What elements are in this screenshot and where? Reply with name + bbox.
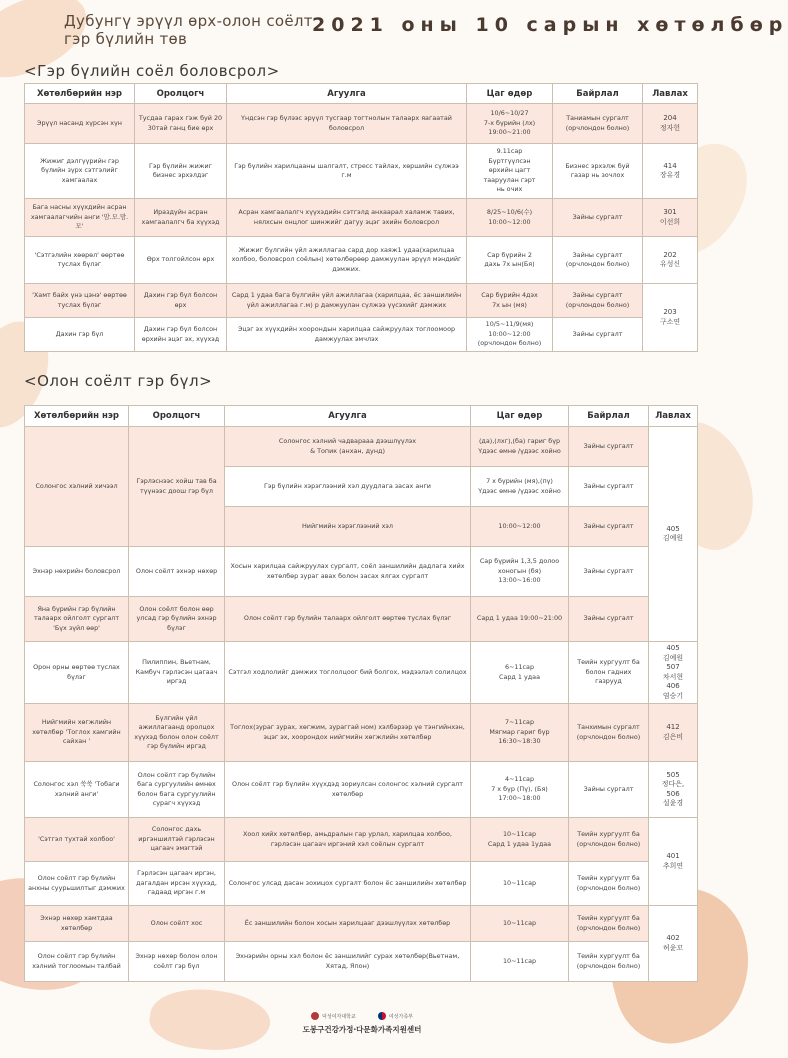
column-header: Оролцогч	[135, 84, 227, 104]
month-title: 2021 оны 10 сарын хөтөлбөр	[312, 14, 788, 36]
table-row	[25, 704, 698, 762]
participant: Эхнэр нөхөр болон олон соёлт гэр бүл	[129, 942, 225, 982]
table-row	[25, 199, 698, 237]
content: Эхнэрийн орны хэл болон ёс заншилийг сурах хөтөлбөр(Вьетнам, Хятад, Япон)	[225, 942, 471, 982]
table-row	[25, 318, 698, 352]
section-multicultural-title: <Олон соёлт гэр бүл>	[24, 372, 213, 390]
content: Ёс заншилийн болон хосын харилцааг дээшлүүлэх хөтөлбөр	[225, 906, 471, 942]
participant: Тусдаа гарах гэж буй 20 30тай ганц бие өрх	[135, 104, 227, 144]
program-name: Солонгос хэл 쑥쑥 'Тобаги хэлний анги'	[25, 762, 129, 818]
participant: Пилиппин, Вьетнам, Камбуч гэрлэсэн цагаач иргэд	[129, 642, 225, 704]
location: Теийн хургуулт ба болон гадних газрууд	[569, 642, 649, 704]
content: Сард 1 удаа бага бүлгийн үйл ажиллагаа (харилцаа, ёс заншилийн үйл ажиллагаа г.м) р дамжуулан сүлжээ үүсэхийг дэмжих	[227, 284, 467, 318]
program-name: Нийгмийн хөгжлийн хөтөлбөр 'Тоглох хамгийн сайхан '	[25, 704, 129, 762]
table-row	[25, 906, 698, 942]
program-name: 'Сэтгэл тухтай холбоо'	[25, 818, 129, 862]
table-row	[25, 642, 698, 704]
location: Зайны сургалт	[569, 467, 649, 507]
location: Зайны сургалт	[553, 199, 643, 237]
contact-room: 414 장유경	[643, 144, 698, 199]
program-name: Орон орны өөртөө туслах бүлэг	[25, 642, 129, 704]
center-title	[64, 12, 313, 48]
participant: Гэр бүлийн жижиг бизнес эрхэлдэг	[135, 144, 227, 199]
location: Теийн хургуулт ба (орчлондон болно)	[569, 942, 649, 982]
ministry-logo-label: 여성가족부	[388, 1013, 413, 1020]
schedule: 10/6~10/27 7-х бүрийн (лх) 19:00~21:00	[467, 104, 553, 144]
content: Хоол хийх хөтөлбөр, амьдралын гар урлал, харилцаа холбоо, гэрлэсэн цагаач иргэний хэл соёлын сургалт	[225, 818, 471, 862]
contact-room: 301 이선희	[643, 199, 698, 237]
content: Олон соёлт гэр бүлийн хүүхдэд зориулсан солонгос хэлний сургалт хөтөлбөр	[225, 762, 471, 818]
content: Үндсэн гэр бүлээс эрүүл тусгаар тогтнолын талаарх яагаатай боловсрол	[227, 104, 467, 144]
program-name: Эрүүл насанд хүрсэн хүн	[25, 104, 135, 144]
schedule: 10~11сар	[471, 906, 569, 942]
support-center-name: 도봉구건강가정·다문화가족지원센터	[302, 1025, 422, 1034]
table-row	[25, 237, 698, 284]
program-name: 'Сэтгэлийн хөөрөл' өөртөө туслах бүлэг	[25, 237, 135, 284]
location: Зайны сургалт	[553, 318, 643, 352]
location: Бизнес эрхэлж буй газар нь зочлох	[553, 144, 643, 199]
participant: Солонгос дахь иргэншилтэй гэрлэсэн цагаач эмэгтэй	[129, 818, 225, 862]
table-row	[25, 547, 698, 597]
column-header: Байрлал	[553, 84, 643, 104]
table-row	[25, 284, 698, 318]
contact-room: 204 정자헌	[643, 104, 698, 144]
center-title-line2: гэр бүлийн төв	[64, 30, 188, 48]
schedule: Сар бүрийн 2 дахь 7х ын(Бя)	[467, 237, 553, 284]
column-header: Агуулга	[225, 406, 471, 427]
university-logo	[311, 1012, 356, 1020]
program-name: Эхнэр нөхрийн боловсрол	[25, 547, 129, 597]
participant: Олон соёлт болон өөр улсад гэр бүлийн эхнэр бүлэг	[129, 597, 225, 642]
table-header-row	[25, 406, 698, 427]
schedule: 10:00~12:00	[471, 507, 569, 547]
multicultural-family-table	[24, 405, 698, 982]
taegeuk-emblem-icon	[378, 1012, 386, 1020]
column-header: Лавлах	[649, 406, 698, 427]
table-row	[25, 144, 698, 199]
contact-room: 401 추희연	[649, 818, 698, 906]
location: Зайны сургалт	[569, 507, 649, 547]
schedule: 6~11сар Сард 1 удаа	[471, 642, 569, 704]
column-header: Хөтөлбөрийн нэр	[25, 84, 135, 104]
schedule: 7 х бүрийн (мя),(пү) Үдээс өмнө /үдээс хойно	[471, 467, 569, 507]
table-row	[25, 762, 698, 818]
university-logo-label: 덕성여자대학교	[322, 1013, 356, 1020]
footer-logos	[272, 1010, 452, 1022]
family-culture-table	[24, 83, 698, 352]
content: Нийгмийн хэрэглээний хэл	[225, 507, 471, 547]
column-header: Лавлах	[643, 84, 698, 104]
column-header: Агуулга	[227, 84, 467, 104]
program-name: Яна бүрийн гэр бүлийн талаарх ойлголт сургалт 'Бүх зүйл өөр'	[25, 597, 129, 642]
location: Теийн хургуулт ба (орчлондон болно)	[569, 862, 649, 906]
schedule: 10/5~11/9(мя) 10:00~12:00 (орчлондон болно)	[467, 318, 553, 352]
participant: Өрх толгойлсон өрх	[135, 237, 227, 284]
participant: Дахин гэр бүл болсон өрх	[135, 284, 227, 318]
contact-room: 405 김예원	[649, 427, 698, 642]
footer	[272, 1010, 452, 1035]
participant: Олон соёлт хос	[129, 906, 225, 942]
leaf-decoration	[146, 982, 273, 1058]
program-name: Олон соёлт гэр бүлийн хэлний тоглоомын талбай	[25, 942, 129, 982]
location: Танхимын сургалт (орчлондон болно)	[569, 704, 649, 762]
participant: Дахин гэр бүл болсон өрхийн эцэг эх, хүүхэд	[135, 318, 227, 352]
location: Таниамын сургалт (орчлондон болно)	[553, 104, 643, 144]
participant: Олон соёлт гэр бүлийн бага сургуулийн өмнөх болон бага сургуулийн сурагч хүүхэд	[129, 762, 225, 818]
program-name: 'Хамт байх үнэ цэнэ' өөртөө туслах бүлэг	[25, 284, 135, 318]
content: Жижиг бүлгийн үйл ажиллагаа сард дор хаяж1 удаа(харилцаа холбоо, боловсрол соёлын) хөтөлбөрөөр дамжуулан эрүүл мэндийг дэмжих.	[227, 237, 467, 284]
participant: Бүлгийн үйл ажиллагаанд оролцох хүүхэд болон олон соёлт гэр бүлийн иргэд	[129, 704, 225, 762]
column-header: Хөтөлбөрийн нэр	[25, 406, 129, 427]
content: Сэтгэл ходлолийг дэмжих тоглолцоог бий болгох, мэдээлэл солилцох	[225, 642, 471, 704]
program-name: Эхнэр нөхөр хамтдаа хөтөлбөр	[25, 906, 129, 942]
schedule: Сар бүрийн 4дэх 7х ын (мя)	[467, 284, 553, 318]
content: Олон соёлт гэр бүлийн талаарх ойлголт өөртөө туслах бүлэг	[225, 597, 471, 642]
content: Тоглох(зураг зурах, хөгжим, зураггай ном) хэлбэрээр үе тэнгийнхэн, эцэг эх, хоорондох нийгмийн хөгжлийн хөтөлбөр	[225, 704, 471, 762]
content: Гэр бүлийн хэрэглээний хэл дуудлага засах анги	[225, 467, 471, 507]
contact-room: 412 김은비	[649, 704, 698, 762]
content: Гэр бүлийн харилцааны шалгалт, стресс тайлах, хөршийн сүлжээ г.м	[227, 144, 467, 199]
contact-room: 202 유성신	[643, 237, 698, 284]
schedule: 10~11сар Сард 1 удаа 1удаа	[471, 818, 569, 862]
location: Теийн хургуулт ба (орчлондон болно)	[569, 818, 649, 862]
program-name: Жижиг дэлгүүрийн гэр бүлийн зүрх сэтгэлийг хамгаалах	[25, 144, 135, 199]
content: Асран хамгаалалгч хүүхэдийн сэтгэлд анхаарал халамж тавих, нялхсын онцлог шинжийг дагуу эцэг эхийн боловсрол	[227, 199, 467, 237]
contact-room: 203 구소연	[643, 284, 698, 352]
table-header-row	[25, 84, 698, 104]
content: Солонгос улсад дасан зохицох сургалт болон ёс заншилийн хөтөлбөр	[225, 862, 471, 906]
program-name: Дахин гэр бүл	[25, 318, 135, 352]
content: Эцэг эх хүүхдийн хоорондын харилцаа сайжруулах тоглоомоор дамжуулах эмчлэх	[227, 318, 467, 352]
table-row	[25, 818, 698, 862]
content: Хосын харилцаа сайжруулах сургалт, соёл заншилийн дадлага хийх хөтөлбөр зураг авах болон засах ялгах сургалт	[225, 547, 471, 597]
content: Солонгос хэлний чадварааа дээшлүүлэх & Топик (анхан, дунд)	[225, 427, 471, 467]
location: Зайны сургалт	[569, 547, 649, 597]
table-row	[25, 427, 698, 467]
participant: Олон соёлт эхнэр нөхөр	[129, 547, 225, 597]
location: Зайны сургалт	[569, 762, 649, 818]
location: Зайны сургалт (орчлондон болно)	[553, 237, 643, 284]
section-family-culture-title: <Гэр бүлийн соёл боловсрол>	[24, 62, 280, 80]
ministry-logo	[378, 1012, 413, 1020]
contact-room: 402 허윤꼬	[649, 906, 698, 982]
schedule: 7~11сар Мягмар гариг бүр 16:30~18:30	[471, 704, 569, 762]
table-row	[25, 597, 698, 642]
participant: Ираздүйн асран хамгаалалгч ба хүүхэд	[135, 199, 227, 237]
university-emblem-icon	[311, 1012, 319, 1020]
contact-room: 505 정다은, 506 설윤경	[649, 762, 698, 818]
location: Зайны сургалт (орчлондон болно)	[553, 284, 643, 318]
table-row	[25, 104, 698, 144]
column-header: Байрлал	[569, 406, 649, 427]
table-row	[25, 942, 698, 982]
column-header: Цаг өдөр	[471, 406, 569, 427]
schedule: Сард 1 удаа 19:00~21:00	[471, 597, 569, 642]
schedule: 4~11сар 7 х бүр (Пү), (Бя) 17:00~18:00	[471, 762, 569, 818]
location: Зайны сургалт	[569, 597, 649, 642]
program-name: Солонгос хэлний хичээл	[25, 427, 129, 547]
column-header: Цаг өдөр	[467, 84, 553, 104]
program-name: Бага насны хүүхдийн асран хамгаалагчийн анги '맘.모.맘.모'	[25, 199, 135, 237]
location: Теийн хургуулт ба (орчлондон болно)	[569, 906, 649, 942]
location: Зайны сургалт	[569, 427, 649, 467]
schedule: 10~11сар	[471, 862, 569, 906]
schedule: 10~11сар	[471, 942, 569, 982]
program-name: Олон соёлт гэр бүлийн анхны суурьшилтыг дэмжих	[25, 862, 129, 906]
schedule: (да),(лхг),(ба) гариг бүр Үдээс өмнө /үдээс хойно	[471, 427, 569, 467]
participant: Гэрлэснээс хойш тав ба түүнээс доош гэр бүл	[129, 427, 225, 547]
schedule: 8/25~10/6(수) 10:00~12:00	[467, 199, 553, 237]
column-header: Оролцогч	[129, 406, 225, 427]
schedule: Сар бүрийн 1,3,5 долоо хоногын (бя) 13:00~16:00	[471, 547, 569, 597]
table-row	[25, 862, 698, 906]
participant: Гэрлэсэн цагаач иргэн, дагалдан ирсэн хүүхэд, гадаад иргэн г.м	[129, 862, 225, 906]
contact-room: 405 김예원 507 차서현 406 염승기	[649, 642, 698, 704]
schedule: 9.11сар Бүртгүүлсэн өрхийн цагт тааруулан гэрт нь очих	[467, 144, 553, 199]
center-title-line1: Дубунгү эрүүл өрх-олон соёлт	[64, 12, 313, 30]
